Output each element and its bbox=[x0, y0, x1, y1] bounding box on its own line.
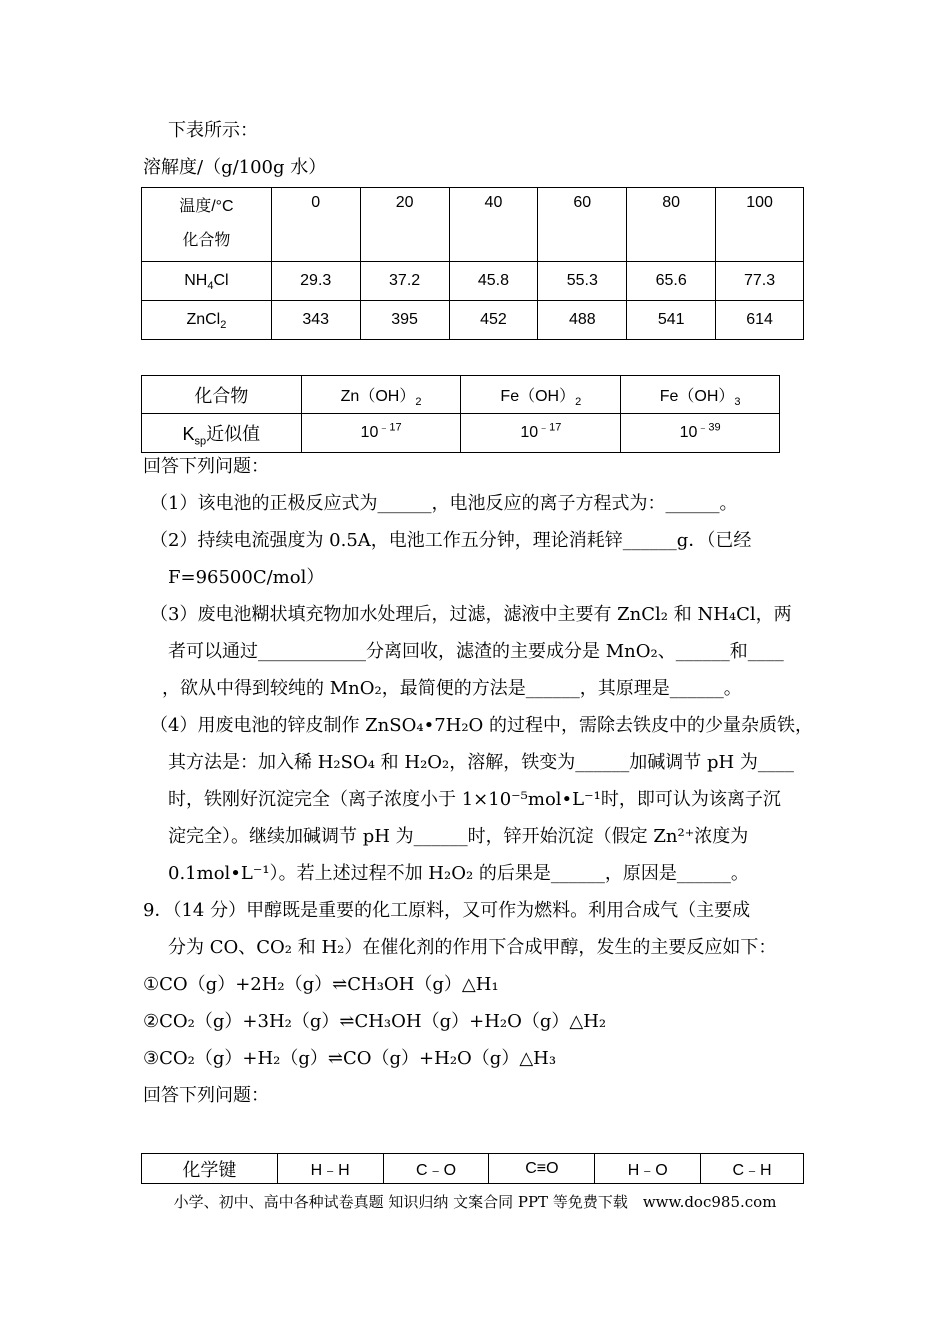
solubility-value: 55.3 bbox=[538, 262, 627, 301]
header-cell-temperature-compound bbox=[142, 188, 272, 262]
solubility-value: 488 bbox=[538, 301, 627, 340]
intro-text: 下表所示： bbox=[168, 120, 258, 141]
solubility-value: 541 bbox=[627, 301, 716, 340]
question-4-line-3: 时，铁刚好沉淀完全（离子浓度小于 1×10⁻⁵mol•L⁻¹时，即可认为该离子沉 bbox=[168, 789, 781, 810]
question-2-line-1: （2）持续电流强度为 0.5A，电池工作五分钟，理论消耗锌______g．（已经 bbox=[150, 530, 752, 551]
temperature-cell: 0 bbox=[271, 188, 360, 262]
ksp-header-compound: 化合物 bbox=[142, 376, 302, 414]
solubility-value: 29.3 bbox=[271, 262, 360, 301]
solubility-value: 614 bbox=[716, 301, 804, 340]
bond-cell: C﹣O bbox=[383, 1154, 489, 1184]
ksp-compound-fe-oh-3: $Fe(OH)_3$ bbox=[621, 376, 780, 414]
temperature-cell: 40 bbox=[449, 188, 538, 262]
solubility-table bbox=[141, 187, 804, 340]
bond-cell: C≡O bbox=[489, 1154, 595, 1184]
ksp-value: $10^{﹣39}$ bbox=[621, 414, 780, 453]
temperature-cell: 80 bbox=[627, 188, 716, 262]
header-temperature: 温度/°C bbox=[179, 198, 234, 215]
temperature-cell: 60 bbox=[538, 188, 627, 262]
question-4-line-2: 其方法是：加入稀 H₂SO₄ 和 H₂O₂，溶解，铁变为______加碱调节 pH 为____ bbox=[168, 752, 794, 773]
ksp-compound-fe-oh-2: $Fe(OH)_2$ bbox=[461, 376, 621, 414]
solubility-value: 452 bbox=[449, 301, 538, 340]
question-4-line-1: （4）用废电池的锌皮制作 ZnSO₄•7H₂O 的过程中，需除去铁皮中的少量杂质铁， bbox=[150, 715, 814, 736]
solubility-value: 45.8 bbox=[449, 262, 538, 301]
reaction-3: ③CO₂（g）+H₂（g）⇌CO（g）+H₂O（g）△H₃ bbox=[143, 1048, 557, 1069]
reaction-1: ①CO（g）+2H₂（g）⇌CH₃OH（g）△H₁ bbox=[143, 974, 499, 995]
solubility-value: 395 bbox=[360, 301, 449, 340]
question-3-line-1: （3）废电池糊状填充物加水处理后，过滤，滤液中主要有 ZnCl₂ 和 NH₄Cl，两 bbox=[150, 604, 792, 625]
ksp-label: $K_{sp}$近似值 bbox=[142, 414, 302, 453]
ksp-value: $10^{﹣17}$ bbox=[301, 414, 461, 453]
answer-prompt-2: 回答下列问题： bbox=[143, 1085, 269, 1106]
bond-cell: H﹣H bbox=[277, 1154, 383, 1184]
compound-cell-zncl2: ZnCl$_2$ bbox=[142, 301, 272, 340]
bond-label: 化学键 bbox=[142, 1154, 278, 1184]
question-3-line-2: 者可以通过____________分离回收，滤渣的主要成分是 MnO₂、______和____ bbox=[168, 641, 784, 662]
bond-cell: H﹣O bbox=[595, 1154, 701, 1184]
question-1: （1）该电池的正极反应式为______，电池反应的离子方程式为：______。 bbox=[150, 493, 738, 514]
compound-cell-nh4cl: $NH_4Cl$ bbox=[142, 262, 272, 301]
question-4-line-5: 0.1mol•L⁻¹）。若上述过程不加 H₂O₂ 的后果是______，原因是______。 bbox=[168, 863, 749, 884]
question-4-line-4: 淀完全）。继续加碱调节 pH 为______时，锌开始沉淀（假定 Zn²⁺浓度为 bbox=[168, 826, 749, 847]
ksp-compound-zn-oh-2: $Zn(OH)_2$ bbox=[301, 376, 461, 414]
answer-prompt: 回答下列问题： bbox=[143, 456, 269, 477]
page-footer: 小学、初中、高中各种试卷真题 知识归纳 文案合同 PPT 等免费下载 www.doc985.com bbox=[173, 1193, 777, 1211]
solubility-value: 65.6 bbox=[627, 262, 716, 301]
solubility-value: 343 bbox=[271, 301, 360, 340]
bond-table bbox=[141, 1153, 804, 1184]
solubility-value: 77.3 bbox=[716, 262, 804, 301]
bond-cell: C﹣H bbox=[701, 1154, 804, 1184]
question-9-line-1: 9．（14 分）甲醇既是重要的化工原料，又可作为燃料。利用合成气（主要成 bbox=[143, 900, 751, 921]
temperature-cell: 20 bbox=[360, 188, 449, 262]
ksp-value: $10^{﹣17}$ bbox=[461, 414, 621, 453]
solubility-label: 溶解度/（g/100g 水） bbox=[143, 157, 327, 178]
question-2-line-2: F=96500C/mol） bbox=[168, 567, 325, 588]
header-compound: 化合物 bbox=[182, 232, 231, 249]
temperature-cell: 100 bbox=[716, 188, 804, 262]
question-9-line-2: 分为 CO、CO₂ 和 H₂）在催化剂的作用下合成甲醇，发生的主要反应如下： bbox=[168, 937, 777, 958]
reaction-2: ②CO₂（g）+3H₂（g）⇌CH₃OH（g）+H₂O（g）△H₂ bbox=[143, 1011, 607, 1032]
question-3-line-3: ，欲从中得到较纯的 MnO₂，最简便的方法是______，其原理是______。 bbox=[162, 678, 742, 699]
ksp-table bbox=[141, 375, 780, 453]
solubility-value: 37.2 bbox=[360, 262, 449, 301]
